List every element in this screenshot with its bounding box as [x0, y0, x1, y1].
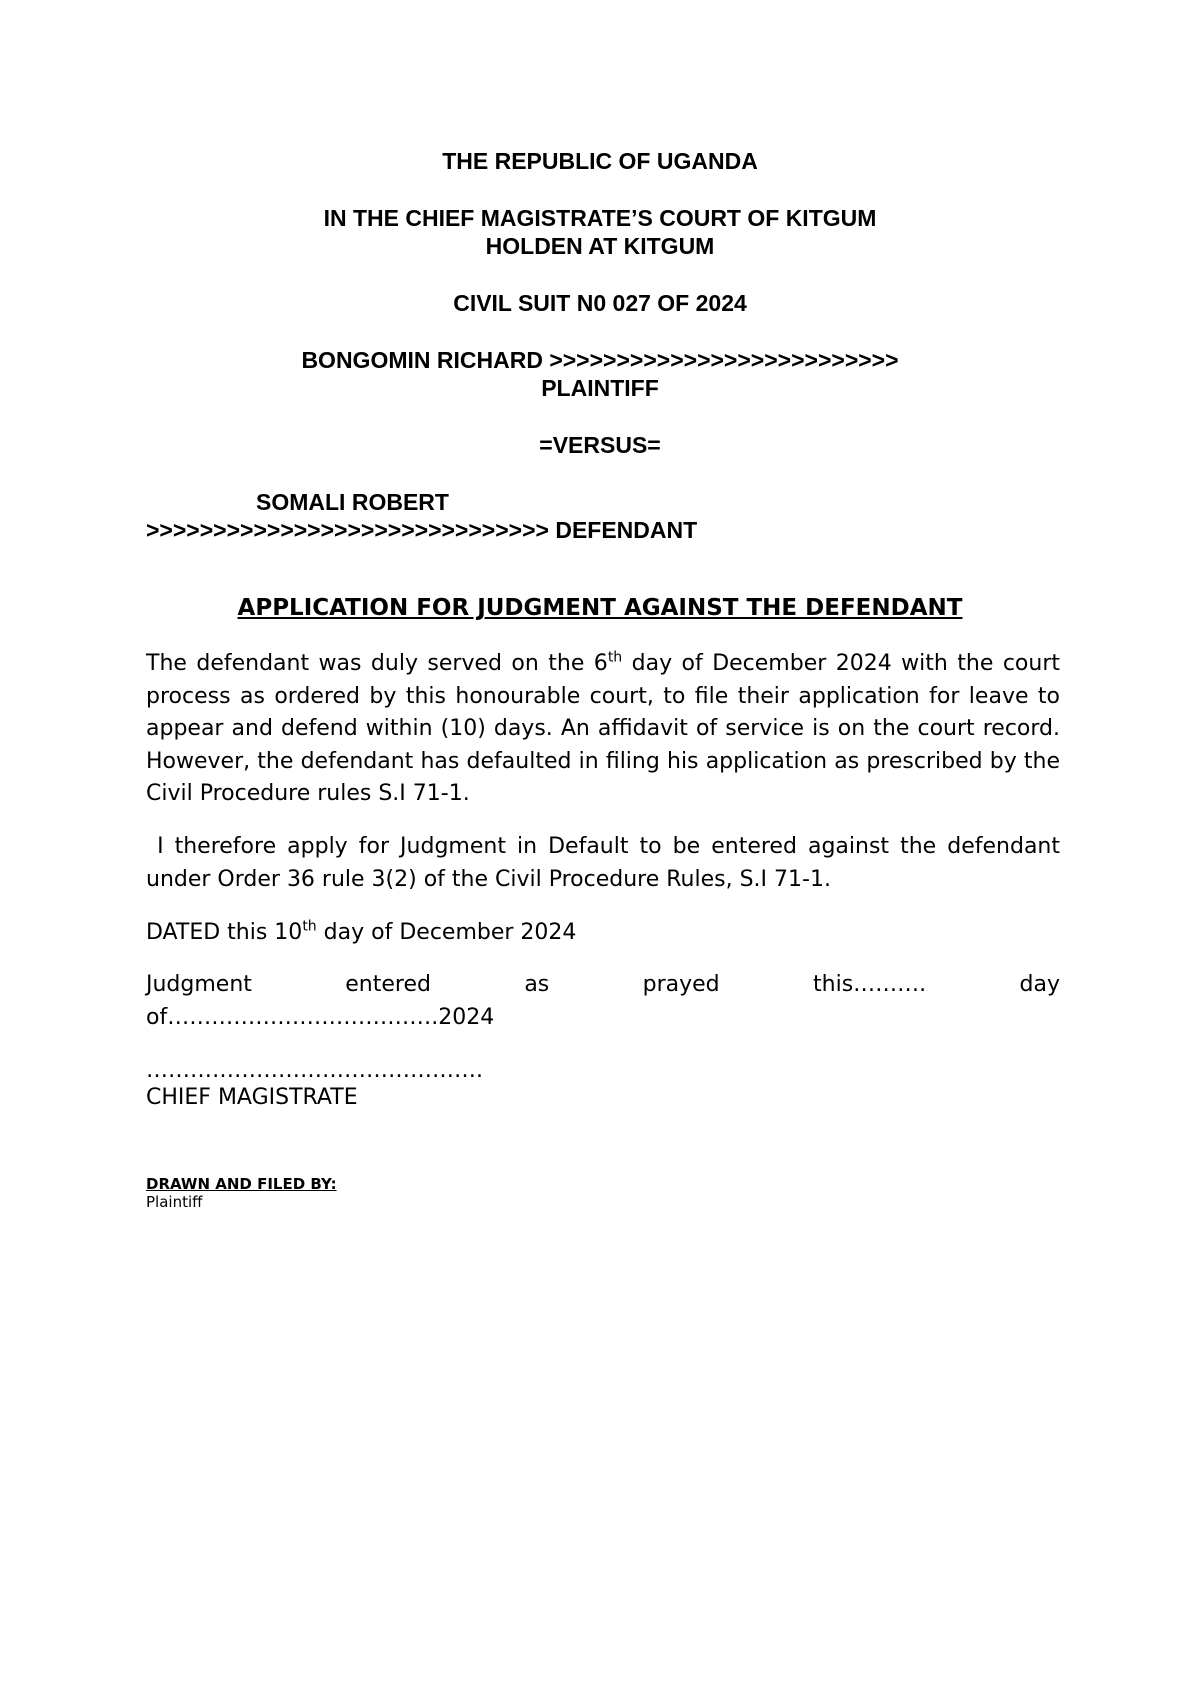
drawn-and-filed-label: DRAWN AND FILED BY: [146, 1175, 337, 1193]
judgment-entry-line1 [146, 969, 1060, 1001]
paragraph-service [146, 648, 1060, 811]
judgment-entry-line2: of……………………………….2024 [146, 1005, 495, 1030]
document-title: APPLICATION FOR JUDGMENT AGAINST THE DEFENDANT [237, 595, 963, 621]
judgment-word: as [524, 972, 550, 997]
ordinal-suffix: th [607, 649, 623, 666]
judgment-word: Judgment [146, 972, 252, 997]
signature-dots: ………………………………………. [146, 1058, 483, 1083]
judgment-word: day [1019, 972, 1060, 997]
plaintiff-line: BONGOMIN RICHARD >>>>>>>>>>>>>>>>>>>>>>>>>> [301, 347, 899, 373]
paragraph-service-rest: day of December 2024 with the court process as ordered by this honourable court, to file their application for leave to appear and defend within (10) days. An affidavit of service is on the court record. However, the defendant has defaulted in filing his application as prescribed by the Civil Procedure rules S.I 71-1. [146, 651, 1060, 806]
dated-rest: day of December 2024 [316, 920, 577, 945]
filed-by-party: Plaintiff [146, 1193, 203, 1211]
defendant-line: >>>>>>>>>>>>>>>>>>>>>>>>>>>>>> DEFENDANT [146, 517, 698, 543]
defendant-name: SOMALI ROBERT [256, 489, 449, 515]
suit-number: CIVIL SUIT N0 027 OF 2024 [453, 290, 747, 316]
dated-line [146, 917, 576, 949]
dated-start: DATED this 10 [146, 920, 303, 945]
paragraph-service-start: The defendant was duly served on the 6 [146, 651, 608, 676]
paragraph-application: I therefore apply for Judgment in Default to be entered against the defendant under Order 36 rule 3(2) of the Civil Procedure Rules, S.I 71-1. [146, 834, 1067, 892]
court-heading-line2: HOLDEN AT KITGUM [485, 233, 715, 259]
republic-heading: THE REPUBLIC OF UGANDA [442, 148, 758, 174]
judgment-word: this………. [813, 972, 927, 997]
judgment-word: prayed [642, 972, 720, 997]
judgment-word: entered [345, 972, 431, 997]
plaintiff-label: PLAINTIFF [541, 375, 659, 401]
versus-label: =VERSUS= [539, 432, 661, 458]
court-heading-line1: IN THE CHIEF MAGISTRATE’S COURT OF KITGUM [323, 205, 877, 231]
signature-title: CHIEF MAGISTRATE [146, 1085, 358, 1110]
dated-ordinal-suffix: th [302, 918, 317, 935]
